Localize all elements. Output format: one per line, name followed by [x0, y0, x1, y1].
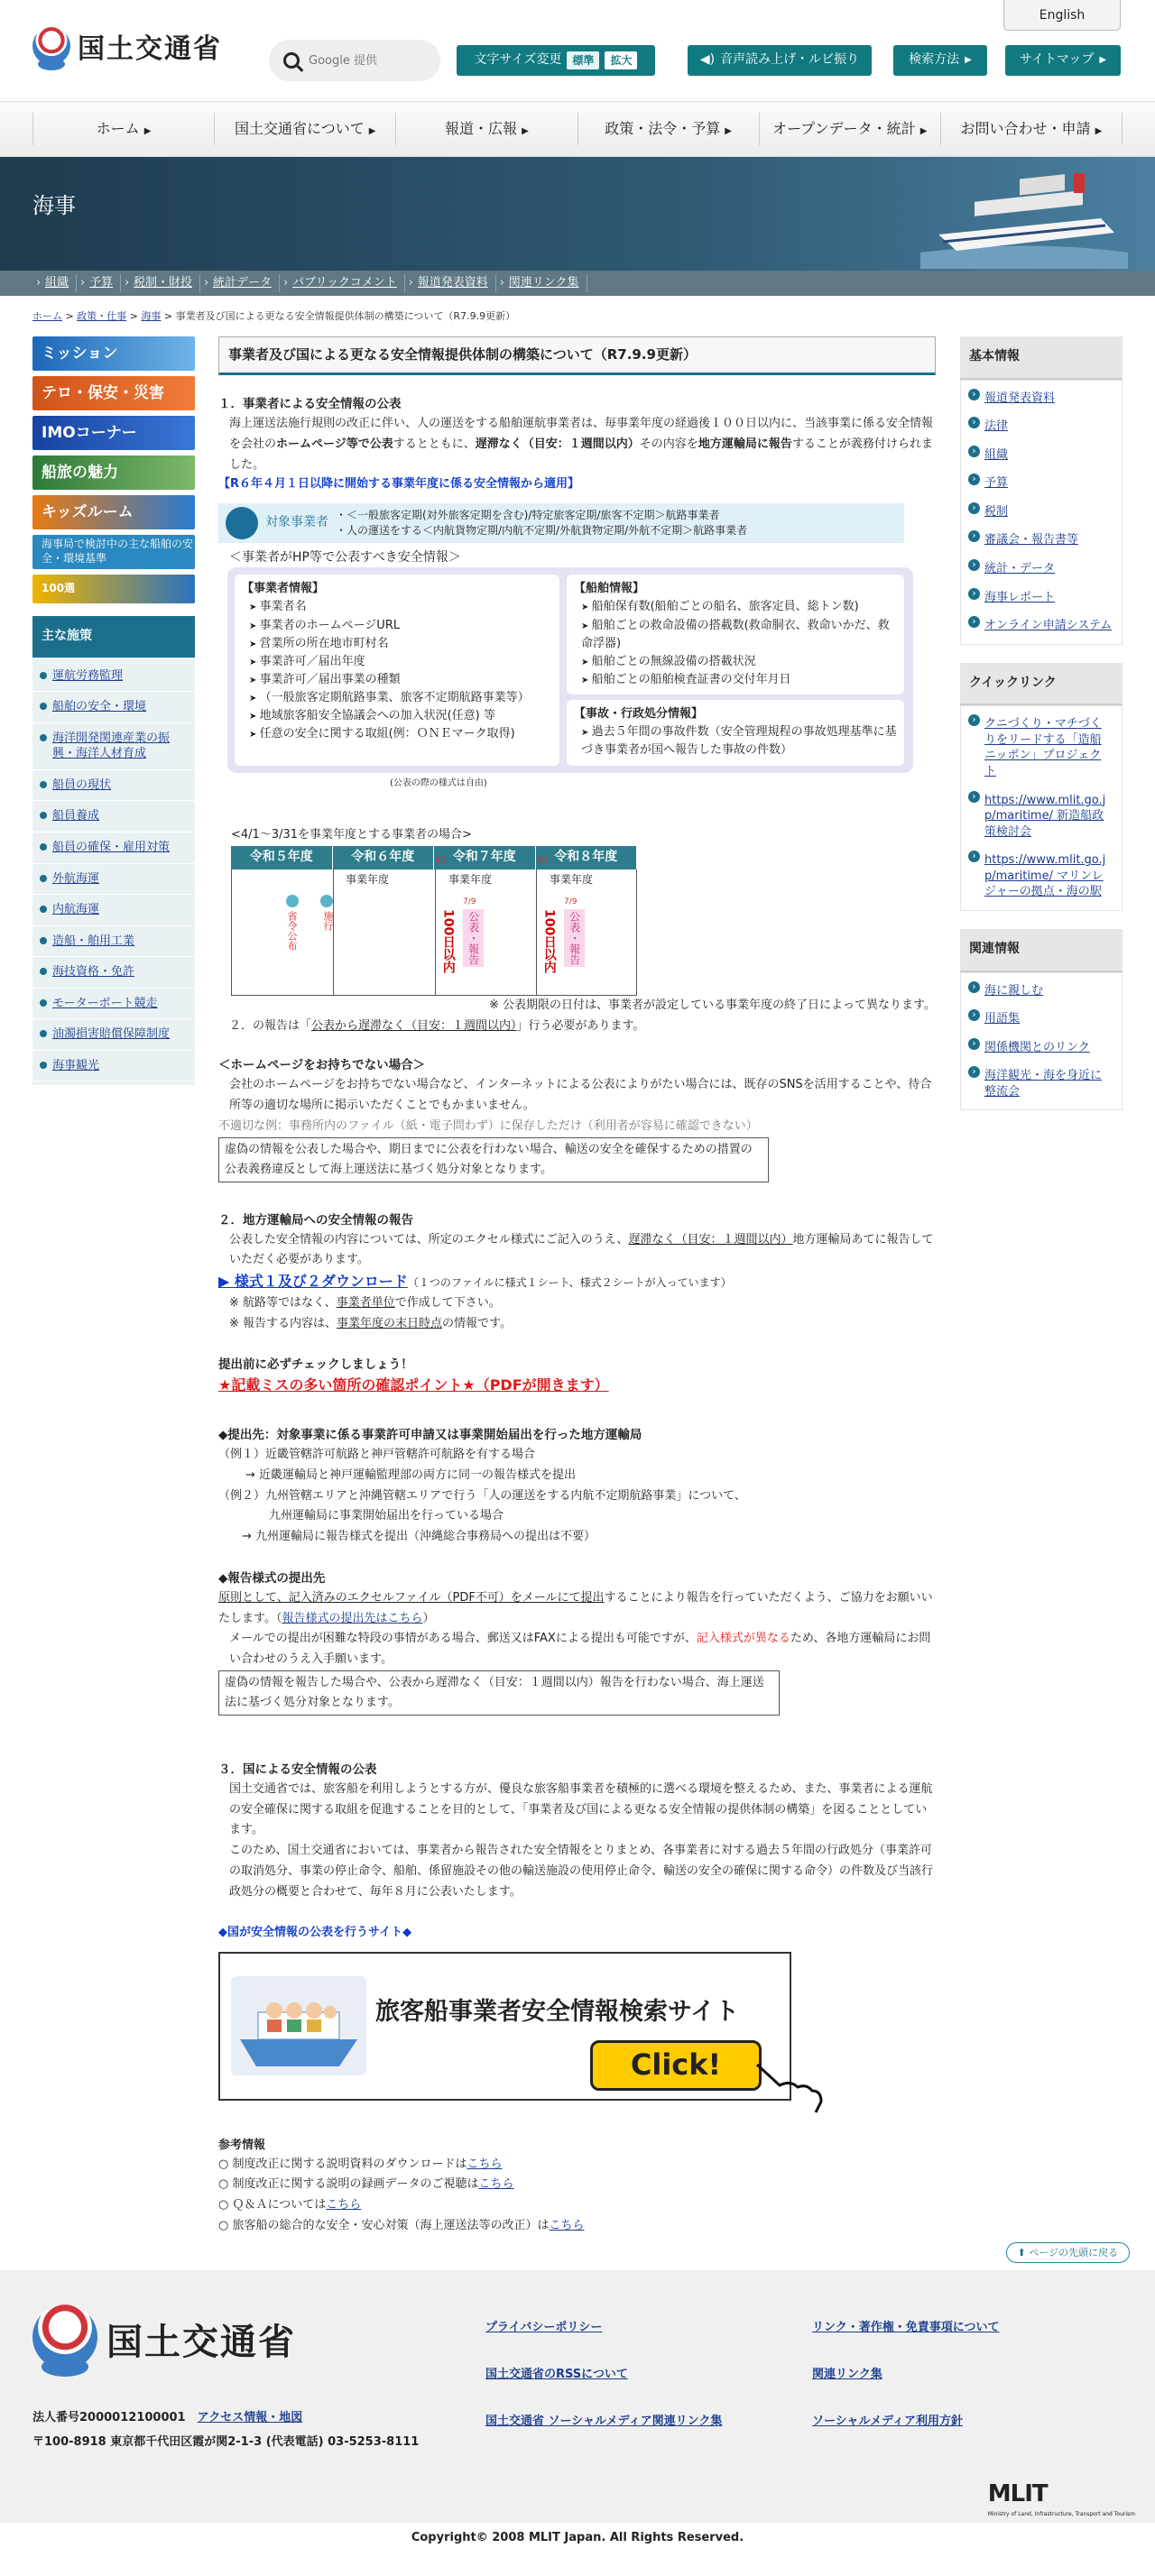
destination-example: （例２）九州管轄エリアと沖縄管轄エリアで行う「人の運送をする内航不定期航路事業」について、	[218, 1488, 746, 1503]
speaker-icon: ◀)	[699, 52, 716, 68]
quick-link-title: クイックリンク	[960, 663, 1123, 706]
safety-info-search-site-banner[interactable]	[218, 1952, 791, 2101]
banner-imo[interactable]: IMOコーナー	[32, 416, 195, 450]
accident-info-box	[567, 700, 904, 765]
reference-heading: 参考情報	[218, 2138, 266, 2152]
site-logo[interactable]	[32, 27, 222, 72]
deadline-label: 100日以内	[541, 908, 557, 974]
policy-link[interactable]: 船舶の安全・環境	[32, 692, 195, 723]
penalty-notice-box: 虚偽の情報を公表した場合や、期日までに公表を行わない場合、輸送の安全を確保するための措置の公表義務違反として海上運送法に基づく処分対象となります。	[218, 1137, 769, 1182]
gnav-policy[interactable]: 政策・法令・予算 ▶	[578, 113, 759, 145]
pointing-hand-icon	[753, 2060, 825, 2114]
date-label: 7/9	[564, 897, 578, 906]
footer-link[interactable]: 国土交通省のRSSについて	[485, 2368, 628, 2381]
basic-info-list	[960, 380, 1123, 645]
crumb-home[interactable]: ホーム	[32, 310, 62, 322]
section2-heading: ２．地方運輸局への安全情報の報告	[218, 1212, 413, 1228]
banner-mission[interactable]: ミッション	[32, 336, 195, 371]
content-columns	[0, 327, 1155, 2244]
info-item: ➤ 船舶保有数(船舶ごとの船名、旅客定員、総トン数)	[581, 598, 897, 616]
basic-info-link[interactable]: › 海事レポート	[961, 584, 1122, 612]
related-info-list	[960, 972, 1123, 1111]
section2-paragraph: 公表した安全情報の内容については、所定のエクセル様式にご記入のうえ、遅滞なく（目安：１週間以内）地方運輸局あてに報告していただく必要があります。	[229, 1232, 934, 1267]
basic-info-link[interactable]: › オンライン申請システム	[961, 612, 1122, 640]
submission-destination-link[interactable]: 報告様式の提出先はこちら	[282, 1611, 423, 1625]
gnav-about[interactable]: 国土交通省について ▶	[214, 113, 395, 145]
font-size-control	[457, 45, 655, 76]
operator-info-box	[235, 575, 559, 765]
right-sidebar	[960, 336, 1123, 1128]
subnav-press-release[interactable]: › 報道発表資料	[405, 274, 496, 292]
content-note: ※ 報告する内容は、事業年度の末日時点の情報です。	[229, 1316, 513, 1330]
section3-paragraph: 国土交通省では、旅客船を利用しようとする方が、優良な旅客船事業者を積極的に選べる環境を整えるため、また、事業者による運航の安全確保に関する取組を促進することを目的として、「事業者及び国による更なる安全情報の提供体制の構築」を図ることとしています。	[229, 1781, 933, 1837]
policy-link[interactable]: 船員の現状	[32, 770, 195, 802]
destination-example: → 九州運輸局に報告様式を提出（沖縄総合事務局への提出は不要）	[242, 1530, 596, 1544]
info-item: ➤ 地域旅客船安全協議会への加入状況(任意) 等	[249, 707, 552, 725]
basic-info-link[interactable]: › 統計・データ	[961, 555, 1122, 584]
date-label: 7/9	[463, 897, 476, 906]
search-icon[interactable]	[283, 52, 300, 69]
info-item: ➤ 船舶ごとの無線設備の搭載状況	[581, 653, 897, 671]
policy-link[interactable]: 外航海運	[32, 864, 195, 896]
gov-site-heading: ◆国が安全情報の公表を行うサイト◆	[218, 1926, 412, 1940]
section-banner	[0, 157, 1155, 271]
section1-heading: １．事業者による安全情報の公表	[218, 397, 402, 412]
check-points-pdf-link[interactable]: ★記載ミスの多い箇所の確認ポイント★（PDFが開きます）	[218, 1376, 609, 1394]
corporate-number: 法人番号2000012100001	[32, 2411, 186, 2424]
left-sidebar	[32, 336, 195, 1085]
footer-address: 〒100-8918 東京都千代田区霞が関2-1-3 (代表電話) 03-5253-8111	[32, 2435, 420, 2450]
mlit-wordmark: MLIT Ministry of Land, Infrastructure, Transport and Tourism	[987, 2480, 1135, 2518]
policy-link[interactable]: 船員養成	[32, 801, 195, 833]
sub-nav	[0, 271, 1155, 296]
download-row	[218, 1271, 936, 1293]
hp-info-title: ＜事業者がHP等で公表すべき安全情報＞	[229, 549, 461, 565]
footer-link[interactable]: ソーシャルメディア利用方針	[812, 2415, 964, 2428]
publish-report-label: 公表・報告	[463, 909, 484, 967]
section3-heading: ３．国による安全情報の公表	[218, 1762, 377, 1777]
mlit-logo-icon	[32, 2305, 97, 2380]
policy-link[interactable]: 海事観光	[32, 1051, 195, 1082]
target-operators-box	[218, 503, 904, 543]
policy-link[interactable]: 油濁損害賠償保障制度	[32, 1019, 195, 1051]
footer-logo-text: 国土交通省	[106, 2321, 296, 2363]
destination-example: （例１）近畿管轄許可航路と神戸管轄許可航路を有する場合	[218, 1448, 536, 1462]
timeline-caption: <4/1～3/31を事業年度とする事業者の場合>	[231, 828, 472, 842]
subnav-budget[interactable]: › 予算	[77, 274, 121, 292]
fiscal-year-label: 事業年度	[550, 872, 594, 886]
basic-info-link[interactable]: › 審議会・報告書等	[961, 526, 1122, 555]
download-note: （１つのファイルに様式１シート、様式２シートが入っています）	[407, 1276, 732, 1290]
english-button[interactable]: English	[1003, 0, 1121, 31]
section3-paragraph: このため、国土交通省においては、事業者から報告された安全情報をとりまとめ、各事業者に対する過去５年間の行政処分（事業許可の取消処分、事業の停止命令、船舶、係留施設その他の輸送施設の使用停止命令、輸送の安全の確保に関する命令）の件数及び当該行政処分の概要と合わせて、毎年８月に公表いたします。	[229, 1844, 934, 1899]
section-title: 海事	[32, 193, 76, 218]
policy-link[interactable]: 内航海運	[32, 895, 195, 926]
subnav-related-links[interactable]: › 関連リンク集	[496, 274, 587, 292]
destination-example: → 近畿運輸局と神戸運輸監理部の両方に同一の報告様式を提出	[245, 1467, 577, 1482]
ship-icon	[226, 507, 258, 539]
copyright: Copyright© 2008 MLIT Japan. All Rights Reserved.	[411, 2531, 744, 2544]
timeline-year: 令和８年度	[536, 846, 638, 869]
no-homepage-heading: ＜ホームページをお持ちでない場合＞	[218, 1058, 426, 1073]
reference-item: ○ 旅客船の総合的な安全・安心対策（海上運送法等の改正）はこちら	[218, 2218, 585, 2232]
report-penalty-box: 虚偽の情報を報告した場合や、公表から遅滞なく（目安：１週間以内）報告を行わない場合、海上運送法に基づく処分対象となります。	[218, 1670, 780, 1716]
footer-link[interactable]: プライバシーポリシー	[485, 2321, 603, 2334]
section1-paragraph: 海上運送法施行規則の改正に伴い、人の運送をする船舶運航事業者は、毎事業年度の経過後１００日以内に、当該事業に係る安全情報を会社のホームページ等で公表するとともに、遅滞なく（目安：１週間以内）その内容を地方運輸局に報告することが義務付けられました。	[229, 417, 934, 472]
page-title: 事業者及び国による更なる安全情報提供体制の構築について（R7.9.9更新）	[218, 336, 936, 375]
policy-link[interactable]: 運航労務監理	[32, 661, 195, 693]
policy-link[interactable]: 船員の確保・雇用対策	[32, 833, 195, 864]
arrow-up-icon: ⬆	[1017, 2247, 1026, 2259]
event-label: 施行	[322, 910, 335, 931]
ferry-image	[920, 162, 1128, 269]
font-standard-button[interactable]: 標準	[567, 51, 599, 70]
target-label: 対象事業者	[265, 514, 328, 529]
reference-item: ○ 制度改正に関する説明資料のダウンロードはこちら	[218, 2157, 503, 2171]
click-button[interactable]: Click!	[590, 2040, 762, 2091]
quick-link[interactable]: › https://www.mlit.go.jp/maritime/ マリンレジャーの拠点・海の駅	[961, 846, 1122, 906]
date-label: 4/1	[435, 855, 448, 865]
basic-info-link[interactable]: › 報道発表資料	[961, 384, 1122, 413]
site-title: 旅客船事業者安全情報検索サイト	[375, 1998, 740, 2027]
figure-note: (公表の際の様式は自由)	[390, 777, 487, 788]
submission-method-paragraph: 原則として、記入済みのエクセルファイル（PDF不可）をメールにて提出することにより報告を行っていただくよう、ご協力をお願いいたします。（報告様式の提出先はこちら）	[218, 1590, 933, 1625]
related-link[interactable]: › 用語集	[961, 1005, 1122, 1034]
reference-item: ○ 制度改正に関する説明の録画データのご視聴はこちら	[218, 2177, 514, 2192]
quick-link[interactable]: › クニづくり・マチづくりをリードする「造船ニッポン」プロジェクト	[961, 710, 1122, 786]
search-method-button[interactable]	[893, 45, 987, 76]
target-line: ・人の運送をする＜内航貨物定期/内航不定期/外航貨物定期/外航不定期＞航路事業者	[336, 523, 748, 537]
basic-info-link[interactable]: › 組織	[961, 441, 1122, 470]
global-nav	[0, 101, 1155, 157]
policy-link[interactable]: 造船・舶用工業	[32, 926, 195, 958]
gnav-opendata[interactable]: オープンデータ・統計 ▶	[759, 113, 940, 145]
reference-link[interactable]: こちら	[549, 2218, 585, 2232]
font-large-button[interactable]: 拡大	[605, 51, 637, 70]
reference-link[interactable]: こちら	[478, 2177, 514, 2192]
timeline-header	[231, 846, 637, 869]
logo-text: 国土交通省	[78, 32, 222, 65]
related-link[interactable]: › 関係機関とのリンク	[961, 1034, 1122, 1063]
mlit-logo-icon	[32, 27, 70, 72]
info-item: ➤ 事業許可／届出事業の種類	[249, 671, 552, 689]
info-item: ➤ 営業所の所在地市町村名	[249, 635, 552, 653]
gnav-home[interactable]: ホーム ▶	[32, 113, 214, 145]
submission-alt-paragraph: メールでの提出が困難な特段の事情がある場合、郵送又はFAXによる提出も可能ですが、記入様式が異なるため、各地方運輸局にお問い合わせのうえ入手願います。	[229, 1632, 931, 1667]
triangle-right-icon: ▶	[1099, 55, 1107, 66]
info-item: ➤ 船舶ごとの救命設備の搭載数(救命胴衣、救命いかだ、救命浮器)	[581, 617, 897, 653]
crumb-maritime[interactable]: 海事	[141, 310, 162, 322]
access-map-link[interactable]: アクセス情報・地図	[197, 2411, 303, 2424]
footer-logo[interactable]	[32, 2305, 296, 2380]
banner-100-selection[interactable]: 100選	[32, 575, 195, 603]
banner-kids-room[interactable]: キッズルーム	[32, 495, 195, 529]
timeline-year: 令和５年度	[231, 846, 333, 869]
hp-info-panel	[227, 567, 913, 772]
main-policies-menu	[32, 658, 195, 1086]
reference-link[interactable]: こちら	[467, 2157, 503, 2171]
form-download-link[interactable]: ▶ 様式１及び２ダウンロード	[218, 1273, 408, 1291]
info-item: ➤ 船舶ごとの船舶検査証書の交付年月日	[581, 671, 897, 689]
gnav-contact[interactable]: お問い合わせ・申請 ▶	[940, 113, 1123, 145]
search-input[interactable]	[309, 54, 417, 68]
voice-ruby-label: 音声読み上げ・ルビ振り	[720, 52, 860, 68]
sitemap-button[interactable]	[1005, 45, 1121, 76]
policy-link[interactable]: 海技資格・免許	[32, 957, 195, 989]
fiscal-year-timeline	[231, 826, 637, 996]
check-heading: 提出前に必ずチェックしましょう！	[218, 1357, 413, 1373]
footer-link[interactable]: 関連リンク集	[812, 2368, 882, 2381]
timeline-year: 令和７年度	[434, 846, 536, 869]
info-item: ➤ 任意の安全に関する取組(例：ＯＮＥマーク取得)	[249, 725, 552, 743]
policy-link[interactable]: 海洋開発関連産業の振興・海洋人材育成	[32, 723, 195, 770]
subnav-statistics[interactable]: › 統計データ	[200, 274, 280, 292]
publish-report-label: 公表・報告	[564, 909, 585, 967]
footer	[0, 2270, 1155, 2523]
related-info-title: 関連情報	[960, 929, 1123, 972]
info-item-sub: ➤ （一般旅客定期航路事業、旅客不定期航路事業等）	[249, 689, 552, 707]
quick-link[interactable]: › https://www.mlit.go.jp/maritime/ 新造船政策検討会	[961, 787, 1122, 847]
search-method-label: 検索方法	[909, 52, 960, 68]
reference-link[interactable]: こちら	[326, 2198, 362, 2213]
page-top-button[interactable]: ⬆ ページの先頭に戻る	[1006, 2242, 1131, 2263]
applicability-note: 【R６年４月１日以降に開始する事業年度に係る安全情報から適用】	[218, 477, 580, 492]
info-item: ➤ 事業許可／届出年度	[249, 653, 552, 671]
triangle-right-icon: ▶	[965, 55, 972, 66]
deadline-note: ※ 公表期限の日付は、事業者が設定している事業年度の終了日によって異なります。	[489, 998, 936, 1012]
banner-ship-travel[interactable]: 船旅の魅力	[32, 455, 195, 490]
banner-terror-security[interactable]: テロ・保安・災害	[32, 376, 195, 410]
footer-info	[32, 2406, 419, 2455]
timeline-year: 令和６年度	[333, 846, 435, 869]
sitemap-label: サイトマップ	[1019, 52, 1095, 68]
related-link[interactable]: › 海洋観光・海を身近に整流会	[961, 1062, 1122, 1106]
subnav-public-comment[interactable]: › パブリックコメント	[280, 274, 405, 292]
deadline-label: 100日以内	[440, 908, 456, 974]
ship-info-box	[567, 575, 904, 695]
font-size-label: 文字サイズ変更	[474, 52, 562, 68]
subnav-organization[interactable]: › 組織	[32, 274, 77, 292]
unit-note: ※ 航路等ではなく、事業者単位で作成して下さい。	[229, 1295, 501, 1310]
crumb-current: 事業者及び国による更なる安全情報提供体制の構築について（R7.9.9更新）	[175, 310, 516, 322]
footer-link[interactable]: 国土交通省 ソーシャルメディア関連リンク集	[485, 2415, 723, 2428]
subnav-tax[interactable]: › 税制・財投	[121, 274, 200, 292]
voice-ruby-button[interactable]	[688, 45, 872, 76]
basic-info-title: 基本情報	[960, 336, 1123, 380]
operator-info-title: 【事業者情報】	[242, 582, 325, 596]
breadcrumb: ホーム > 政策・仕事 > 海事 > 事業者及び国による更なる安全情報提供体制の構築について（R7.9.9更新）	[32, 310, 516, 322]
header	[0, 0, 1155, 101]
main-content	[218, 336, 936, 2237]
report-note: ２．の報告は「公表から遅滞なく（目安：１週間以内）」行う必要があります。	[229, 1018, 645, 1033]
reference-item: ○ Ｑ＆Ａについてはこちら	[218, 2198, 362, 2213]
accident-info-title: 【事故・行政処分情報】	[574, 707, 704, 722]
ship-info-title: 【船舶情報】	[574, 582, 645, 596]
info-item: ➤ 過去５年間の事故件数（安全管理規程の事故処理基準に基づき事業者が国へ報告した事故の件数）	[581, 723, 897, 759]
crumb-policy[interactable]: 政策・仕事	[77, 310, 127, 322]
date-label: 4/1	[536, 855, 550, 865]
related-link[interactable]: › 海に親しむ	[961, 977, 1122, 1006]
basic-info-link[interactable]: › 予算	[961, 469, 1122, 498]
destination-heading: ◆提出先：対象事業に係る事業許可申請又は事業開始届出を行った地方運輸局	[218, 1428, 642, 1443]
info-item: ➤ 事業者のホームページURL	[249, 617, 552, 635]
footer-link[interactable]: リンク・著作権・免責事項について	[812, 2321, 1000, 2334]
quick-link-list	[960, 705, 1123, 910]
submission-method-heading: ◆報告様式の提出先	[218, 1570, 326, 1586]
search-box	[269, 40, 440, 81]
basic-info-link[interactable]: › 法律	[961, 412, 1122, 441]
policy-link[interactable]: モーターボート競走	[32, 989, 195, 1020]
info-item: ➤ 事業者名	[249, 598, 552, 616]
destination-example: 九州運輸局に事業開始届出を行っている場合	[269, 1509, 504, 1523]
ferry-passengers-illustration	[231, 1976, 366, 2075]
no-homepage-paragraph: 会社のホームページをお持ちでない場合など、インターネットによる公表によりがたい場合には、既存のSNSを活用することや、待合所等の適切な場所に掲示いただくことでもかまいません。	[229, 1078, 932, 1113]
event-label: 省令公布	[286, 910, 299, 951]
basic-info-link[interactable]: › 税制	[961, 498, 1122, 527]
gnav-press[interactable]: 報道・広報 ▶	[395, 113, 577, 145]
fiscal-year-label: 事業年度	[448, 872, 493, 886]
main-policies-title: 主な施策	[32, 616, 195, 658]
fiscal-year-label: 事業年度	[346, 872, 390, 886]
banner-safety-standards[interactable]: 海事局で検討中の主な船舶の安全・環境基準	[32, 535, 195, 569]
target-line: ・＜一般旅客定期(対外旅客定期を含む)/特定旅客定期/旅客不定期＞航路事業者	[336, 509, 720, 522]
inappropriate-example: 不適切な例：事務所内のファイル（紙・電子問わず）に保存しただけ（利用者が容易に確認できない）	[218, 1118, 758, 1133]
